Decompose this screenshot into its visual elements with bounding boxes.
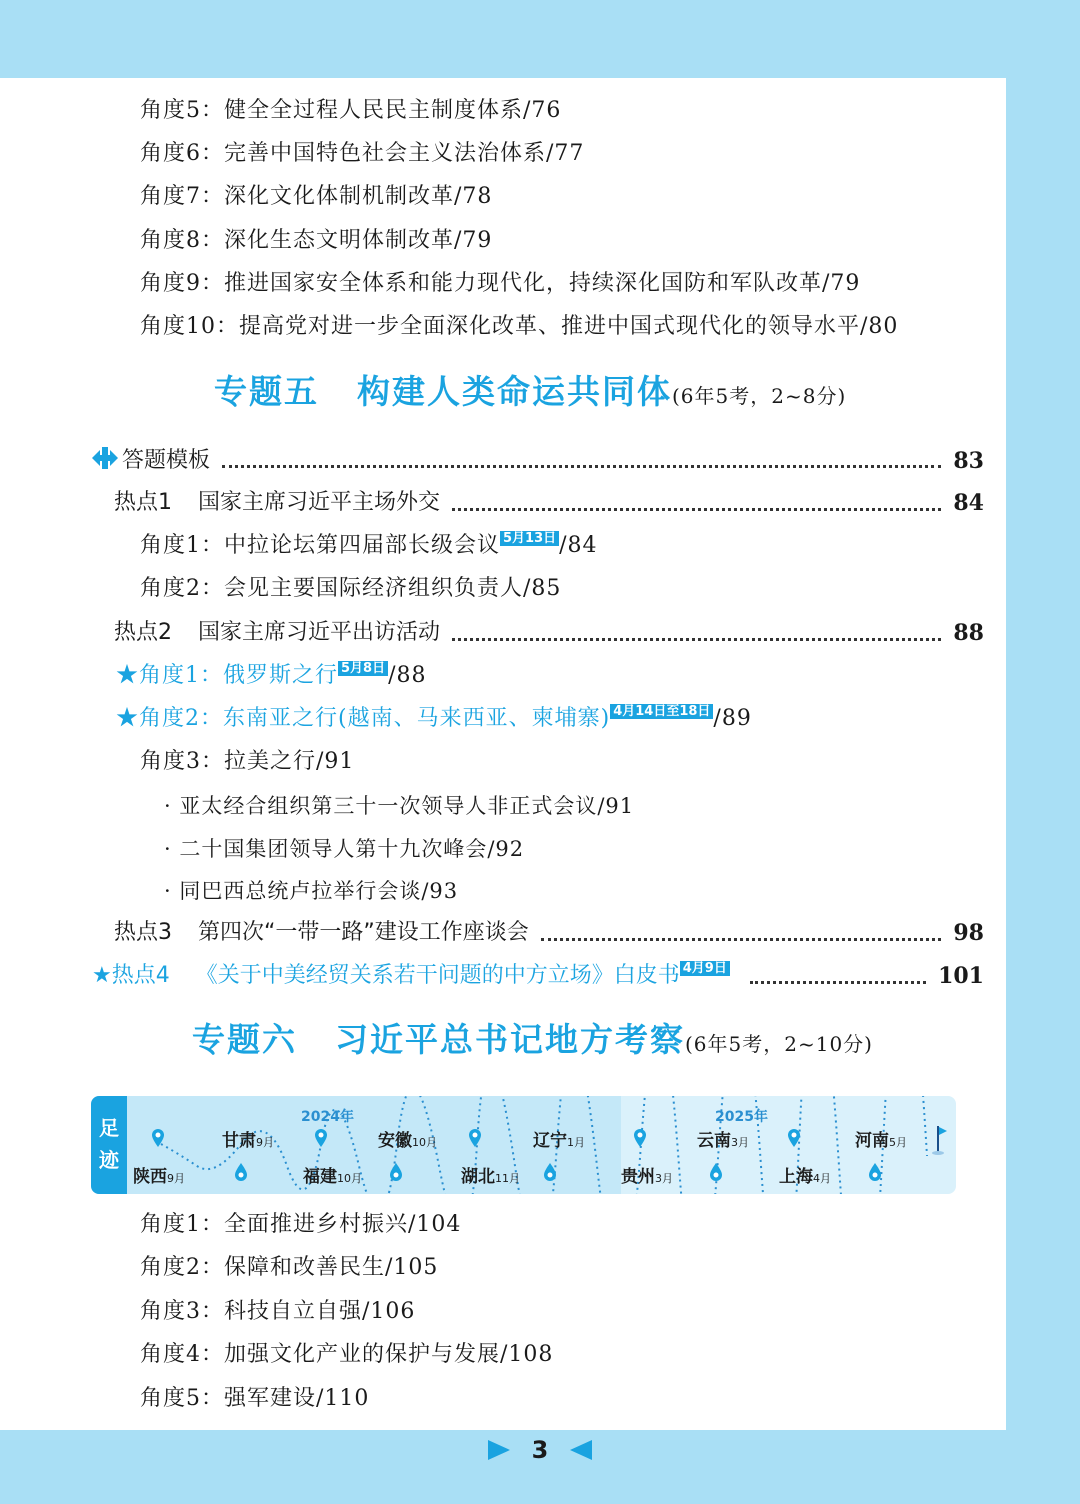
template-label: 答题模板 [122, 448, 211, 473]
angle-item: 角度1：中拉论坛第四届部长级会议 5月13日 /84 [140, 531, 598, 558]
angle-item: 角度1：全面推进乡村振兴/104 [140, 1212, 462, 1237]
date-badge: 5月13日 [500, 531, 559, 546]
location-pin-icon [787, 1128, 801, 1148]
leader-dots [750, 981, 926, 984]
topic-title: 习近平总书记地方考察 [335, 1020, 685, 1059]
angle-item: 角度8：深化生态文明体制改革/79 [140, 228, 493, 253]
location-pin-icon [234, 1162, 248, 1182]
topic-title: 构建人类命运共同体 [357, 372, 672, 411]
location-pin-icon [468, 1128, 482, 1148]
topic-five-heading [214, 370, 846, 418]
angle-item-starred: ★角度2：东南亚之行(越南、马来西亚、柬埔寨) 4月14日至18日 /89 [116, 704, 752, 731]
year-label: 2024年 [301, 1109, 354, 1125]
topic-six-heading [192, 1018, 873, 1066]
template-row[interactable] [90, 445, 984, 476]
angle-item: 角度10：提高党对进一步全面深化改革、推进中国式现代化的领导水平/80 [140, 314, 899, 339]
hotspot-title: 国家主席习近平主场外交 [198, 490, 441, 515]
hotspot-row[interactable] [114, 618, 984, 648]
hotspot-index: 热点4 [111, 963, 170, 988]
angle-item: 角度5：强军建设/110 [140, 1386, 370, 1411]
sub-item: · 亚太经合组织第三十一次领导人非正式会议/91 [164, 794, 635, 818]
page-ref: 98 [953, 920, 984, 946]
topic-number: 专题五 [214, 372, 319, 411]
place-label: 贵州3月 [621, 1167, 673, 1187]
hotspot-row[interactable] [114, 488, 984, 518]
star-icon: ★ [92, 963, 112, 988]
star-icon: ★ [116, 706, 140, 731]
angle-item: 角度3：科技自立自强/106 [140, 1299, 416, 1324]
place-label: 湖北11月 [461, 1167, 520, 1187]
location-pin-icon [709, 1162, 723, 1182]
hotspot-index: 热点3 [114, 920, 172, 945]
page-number: 3 [531, 1436, 549, 1464]
place-label: 甘肃9月 [222, 1131, 274, 1151]
date-badge: 4月9日 [680, 961, 730, 976]
date-badge: 4月14日至18日 [610, 704, 713, 719]
arrow-left-icon [570, 1440, 592, 1460]
flag-icon [929, 1124, 949, 1156]
hotspot-title: 第四次“一带一路”建设工作座谈会 [198, 920, 529, 945]
place-label: 云南3月 [697, 1131, 749, 1151]
leader-dots [452, 638, 941, 641]
place-label: 上海4月 [779, 1167, 831, 1187]
footprint-timeline [91, 1096, 956, 1194]
place-label: 河南5月 [855, 1131, 907, 1151]
topic-exam-info: (6年5考，2~8分) [672, 384, 847, 408]
hotspot-index: 热点2 [114, 620, 172, 645]
place-label: 福建10月 [303, 1167, 362, 1187]
topic-exam-info: (6年5考，2~10分) [685, 1032, 873, 1056]
location-pin-icon [314, 1128, 328, 1148]
angle-item: 角度3：拉美之行/91 [140, 749, 355, 774]
template-icon [90, 445, 120, 471]
place-label: 辽宁1月 [533, 1131, 585, 1151]
star-icon: ★ [116, 663, 140, 688]
location-pin-icon [151, 1128, 165, 1148]
angle-item: 角度7：深化文化体制机制改革/78 [140, 184, 493, 209]
topic-number: 专题六 [192, 1020, 297, 1059]
year-label: 2025年 [715, 1109, 768, 1125]
hotspot-title: 《关于中美经贸关系若干问题的中方立场》白皮书 [195, 963, 680, 988]
date-badge: 5月8日 [338, 661, 388, 676]
place-label: 陕西9月 [133, 1167, 185, 1187]
angle-item: 角度6：完善中国特色社会主义法治体系/77 [140, 141, 585, 166]
hotspot-row[interactable] [114, 918, 984, 948]
location-pin-icon [389, 1162, 403, 1182]
hotspot-row-starred[interactable] [92, 961, 984, 991]
page-ref: 88 [953, 620, 984, 646]
page-ref: 101 [938, 963, 984, 989]
sub-item: · 同巴西总统卢拉举行会谈/93 [164, 879, 459, 903]
leader-dots [452, 508, 941, 511]
sub-item: · 二十国集团领导人第十九次峰会/92 [164, 837, 525, 861]
page-ref: 83 [953, 447, 984, 474]
leader-dots [222, 465, 941, 468]
angle-item: 角度2：保障和改善民生/105 [140, 1255, 439, 1280]
location-pin-icon [633, 1128, 647, 1148]
hotspot-title: 国家主席习近平出访活动 [198, 620, 441, 645]
leader-dots [541, 938, 942, 941]
angle-item: 角度4：加强文化产业的保护与发展/108 [140, 1342, 554, 1367]
hotspot-index: 热点1 [114, 490, 172, 515]
place-label: 安徽10月 [378, 1131, 437, 1151]
angle-item: 角度5：健全全过程人民民主制度体系/76 [140, 98, 562, 123]
location-pin-icon [868, 1162, 882, 1182]
location-pin-icon [543, 1162, 557, 1182]
angle-item-starred: ★角度1：俄罗斯之行 5月8日 /88 [116, 661, 427, 688]
timeline-tab: 足 迹 [91, 1096, 127, 1194]
page-ref: 84 [953, 490, 984, 516]
angle-item: 角度2：会见主要国际经济组织负责人/85 [140, 576, 562, 601]
angle-item: 角度9：推进国家安全体系和能力现代化，持续深化国防和军队改革/79 [140, 271, 861, 296]
